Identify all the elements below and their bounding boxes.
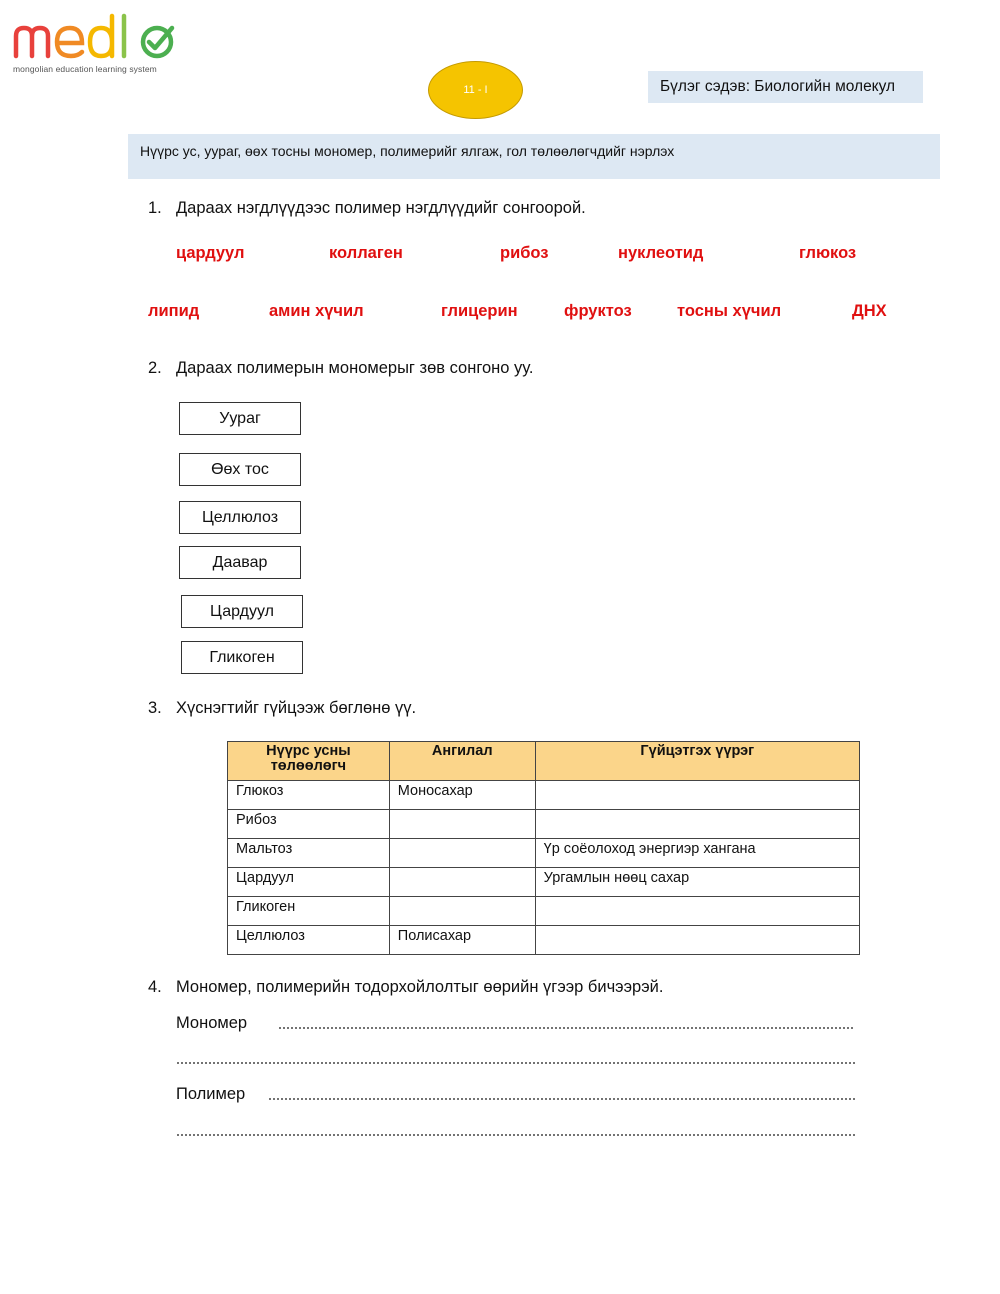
question-text: Хүснэгтийг гүйцээж бөглөнө үү. <box>176 699 417 717</box>
polymer-answer-line[interactable] <box>268 1098 856 1100</box>
polymer-box[interactable]: Уураг <box>179 402 301 435</box>
carbohydrate-table <box>227 741 860 955</box>
question-3 <box>148 699 416 718</box>
grade-badge: 11 - I <box>428 61 523 119</box>
polymer-box[interactable]: Цардуул <box>181 595 303 628</box>
question-2 <box>148 359 533 378</box>
table-cell[interactable] <box>535 781 859 810</box>
column-header: Нүүрс усны төлөөлөгч <box>228 742 390 781</box>
polymer-box[interactable]: Гликоген <box>181 641 303 674</box>
table-cell[interactable] <box>389 810 535 839</box>
table-cell: Гликоген <box>228 897 390 926</box>
question-text: Дараах нэгдлүүдээс полимер нэгдлүүдийг сонгоорой. <box>176 199 586 217</box>
monomer-answer-line[interactable] <box>278 1027 854 1029</box>
word-option[interactable]: глюкоз <box>799 244 857 262</box>
table-cell[interactable]: Полисахар <box>389 926 535 955</box>
question-1 <box>148 199 586 218</box>
word-option[interactable]: нуклеотид <box>618 244 704 262</box>
table-row <box>228 897 860 926</box>
polymer-box[interactable]: Целлюлоз <box>179 501 301 534</box>
table-cell[interactable] <box>389 839 535 868</box>
monomer-answer-line-2[interactable] <box>176 1062 856 1064</box>
word-option[interactable]: липид <box>148 302 200 320</box>
table-header-row <box>228 742 860 781</box>
medle-logo <box>12 10 192 74</box>
table-cell: Рибоз <box>228 810 390 839</box>
question-text: Мономер, полимерийн тодорхойлолтыг өөрийн үгээр бичээрэй. <box>176 978 664 996</box>
polymer-label: Полимер <box>176 1085 246 1103</box>
table-row <box>228 810 860 839</box>
logo-mark <box>12 10 192 62</box>
word-option[interactable]: коллаген <box>329 244 403 262</box>
word-option[interactable]: ДНХ <box>852 302 887 320</box>
chapter-topic: Бүлэг сэдэв: Биологийн молекул <box>648 71 923 103</box>
table-row <box>228 781 860 810</box>
word-option[interactable]: рибоз <box>500 244 549 262</box>
polymer-box[interactable]: Өөх тос <box>179 453 301 486</box>
word-option[interactable]: глицерин <box>441 302 518 320</box>
polymer-answer-line-2[interactable] <box>176 1134 856 1136</box>
table-cell: Цардуул <box>228 868 390 897</box>
logo-tagline: mongolian education learning system <box>13 64 157 74</box>
column-header: Ангилал <box>389 742 535 781</box>
monomer-label: Мономер <box>176 1014 248 1032</box>
table-cell: Мальтоз <box>228 839 390 868</box>
question-number: 4. <box>148 978 162 996</box>
learning-objective: Нүүрс ус, уураг, өөх тосны мономер, полимерийг ялгаж, гол төлөөлөгчдийг нэрлэх <box>128 134 940 179</box>
table-row <box>228 926 860 955</box>
question-number: 1. <box>148 199 162 217</box>
table-cell[interactable] <box>535 897 859 926</box>
table-cell: Целлюлоз <box>228 926 390 955</box>
table-cell[interactable] <box>535 926 859 955</box>
table-cell[interactable]: Үр соёолоход энергиэр хангана <box>535 839 859 868</box>
word-option[interactable]: фруктоз <box>564 302 632 320</box>
column-header: Гүйцэтгэх үүрэг <box>535 742 859 781</box>
table-cell: Глюкоз <box>228 781 390 810</box>
table-row <box>228 839 860 868</box>
word-option[interactable]: тосны хүчил <box>677 302 782 320</box>
word-option[interactable]: амин хүчил <box>269 302 364 320</box>
table-cell[interactable] <box>389 897 535 926</box>
table-row <box>228 868 860 897</box>
question-text: Дараах полимерын мономерыг зөв сонгоно уу. <box>176 359 534 377</box>
word-option[interactable]: цардуул <box>176 244 245 262</box>
table-cell[interactable] <box>389 868 535 897</box>
table-cell[interactable]: Моносахар <box>389 781 535 810</box>
question-number: 3. <box>148 699 162 717</box>
table-cell[interactable]: Ургамлын нөөц сахар <box>535 868 859 897</box>
question-4 <box>148 978 663 997</box>
table-cell[interactable] <box>535 810 859 839</box>
polymer-box[interactable]: Даавар <box>179 546 301 579</box>
question-number: 2. <box>148 359 162 377</box>
